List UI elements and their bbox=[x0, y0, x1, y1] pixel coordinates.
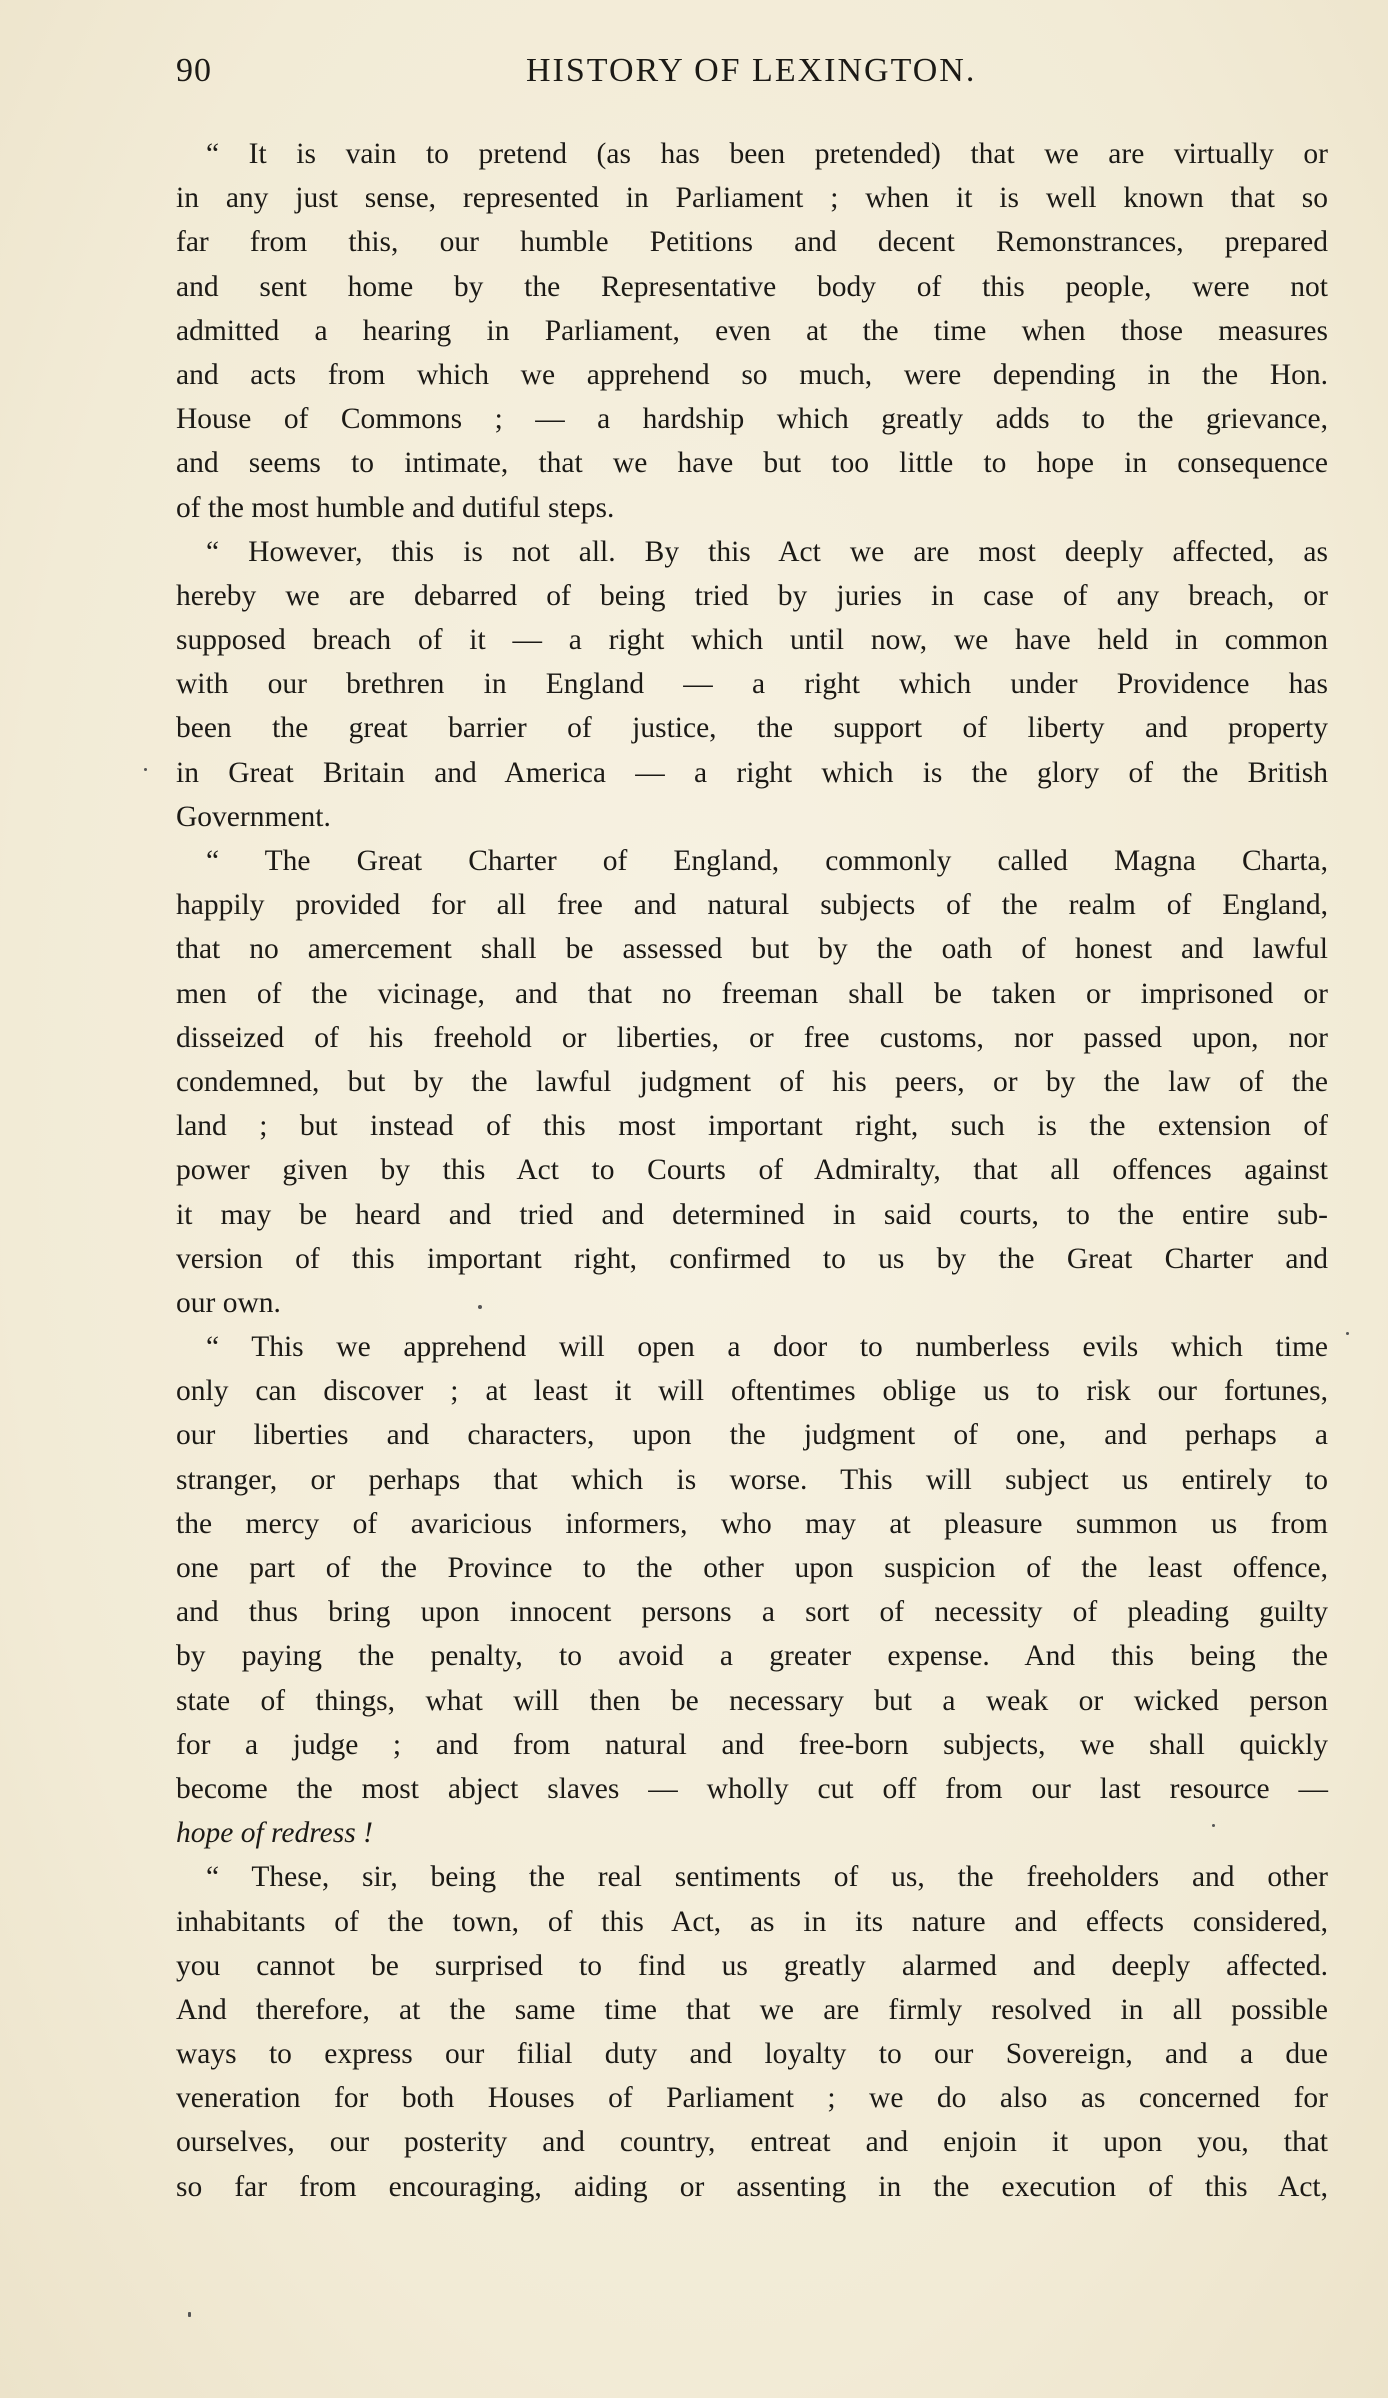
text-line: happily provided for all free and natural subjects of the realm of England, bbox=[176, 889, 1328, 922]
text-line: men of the vicinage, and that no freeman shall be taken or imprisoned or bbox=[176, 977, 1328, 1010]
text-line: for a judge ; and from natural and free-born subjects, we shall quickly bbox=[176, 1728, 1328, 1761]
text-line: hereby we are debarred of being tried by juries in case of any breach, or bbox=[176, 579, 1328, 612]
text-line: supposed breach of it — a right which until now, we have held in common bbox=[176, 624, 1328, 657]
text-line: disseized of his freehold or liberties, or free customs, nor passed upon, nor bbox=[176, 1021, 1328, 1054]
text-line: and sent home by the Representative body of this people, were not bbox=[176, 270, 1328, 303]
text-line: one part of the Province to the other upon suspicion of the least offence, bbox=[176, 1552, 1328, 1584]
text-line: Government. bbox=[176, 800, 331, 833]
text-line: ways to express our filial duty and loyalty to our Sovereign, and a due bbox=[176, 2038, 1328, 2071]
text-line: admitted a hearing in Parliament, even at the time when those measures bbox=[176, 314, 1328, 347]
stray-ink-mark bbox=[1212, 1824, 1215, 1827]
running-title: HISTORY OF LEXINGTON. bbox=[526, 52, 977, 89]
stray-ink-mark bbox=[478, 1305, 482, 1309]
text-line: far from this, our humble Petitions and decent Remonstrances, prepared bbox=[176, 226, 1328, 259]
text-line: you cannot be surprised to find us greatly alarmed and deeply affected. bbox=[176, 1949, 1328, 1982]
stray-ink-mark bbox=[1346, 1332, 1349, 1335]
text-line: inhabitants of the town, of this Act, as in its nature and effects considered, bbox=[176, 1905, 1328, 1938]
text-line: our own. bbox=[176, 1286, 281, 1319]
running-head bbox=[176, 52, 1336, 100]
text-line: so far from encouraging, aiding or assenting in the execution of this Act, bbox=[176, 2170, 1328, 2203]
text-line: stranger, or perhaps that which is worse. This will subject us entirely to bbox=[176, 1463, 1328, 1496]
text-line: and seems to intimate, that we have but too little to hope in consequence bbox=[176, 447, 1328, 480]
text-line: it may be heard and tried and determined in said courts, to the entire sub- bbox=[176, 1198, 1328, 1231]
text-line bbox=[176, 1811, 1328, 1855]
text-line: condemned, but by the lawful judgment of his peers, or by the law of the bbox=[176, 1065, 1328, 1098]
text-line: of the most humble and dutiful steps. bbox=[176, 491, 615, 524]
text-line: with our brethren in England — a right which under Providence has bbox=[176, 668, 1328, 701]
text-line: And therefore, at the same time that we are firmly resolved in all possible bbox=[176, 1993, 1328, 2026]
text-line: our liberties and characters, upon the judgment of one, and perhaps a bbox=[176, 1419, 1328, 1452]
page-number: 90 bbox=[176, 52, 212, 89]
text-line: in any just sense, represented in Parliament ; when it is well known that so bbox=[176, 182, 1328, 215]
text-line: “ The Great Charter of England, commonly called Magna Charta, bbox=[206, 845, 1328, 877]
text-line: “ It is vain to pretend (as has been pretended) that we are virtually or bbox=[206, 138, 1328, 170]
text-line: become the most abject slaves — wholly cut off from our last resource — bbox=[176, 1772, 1328, 1805]
text-line: state of things, what will then be necessary but a weak or wicked person bbox=[176, 1684, 1328, 1717]
text-line: in Great Britain and America — a right which is the glory of the British bbox=[176, 756, 1328, 789]
body-text bbox=[176, 132, 1328, 2209]
text-line: “ These, sir, being the real sentiments of us, the freeholders and other bbox=[206, 1861, 1328, 1894]
text-line: that no amercement shall be assessed but by the oath of honest and lawful bbox=[176, 933, 1328, 966]
text-line: “ However, this is not all. By this Act we are most deeply affected, as bbox=[206, 535, 1328, 568]
text-line: been the great barrier of justice, the support of liberty and property bbox=[176, 712, 1328, 745]
text-line: veneration for both Houses of Parliament ; we do also as concerned for bbox=[176, 2082, 1328, 2115]
italic-text: hope of redress ! bbox=[176, 1817, 373, 1850]
stray-ink-mark bbox=[188, 2312, 191, 2317]
text-line: power given by this Act to Courts of Admiralty, that all offences against bbox=[176, 1154, 1328, 1187]
text-line: and thus bring upon innocent persons a sort of necessity of pleading guilty bbox=[176, 1596, 1328, 1629]
text-line: land ; but instead of this most important right, such is the extension of bbox=[176, 1110, 1328, 1143]
text-line: the mercy of avaricious informers, who may at pleasure summon us from bbox=[176, 1507, 1328, 1540]
text-line: by paying the penalty, to avoid a greater expense. And this being the bbox=[176, 1640, 1328, 1673]
text-line: and acts from which we apprehend so much, were depending in the Hon. bbox=[176, 358, 1328, 391]
stray-ink-mark bbox=[144, 768, 147, 771]
text-line: House of Commons ; — a hardship which greatly adds to the grievance, bbox=[176, 403, 1328, 436]
text-line: “ This we apprehend will open a door to numberless evils which time bbox=[206, 1331, 1328, 1364]
text-line: only can discover ; at least it will oftentimes oblige us to risk our fortunes, bbox=[176, 1375, 1328, 1408]
text-line: ourselves, our posterity and country, entreat and enjoin it upon you, that bbox=[176, 2126, 1328, 2159]
text-line: version of this important right, confirmed to us by the Great Charter and bbox=[176, 1242, 1328, 1275]
